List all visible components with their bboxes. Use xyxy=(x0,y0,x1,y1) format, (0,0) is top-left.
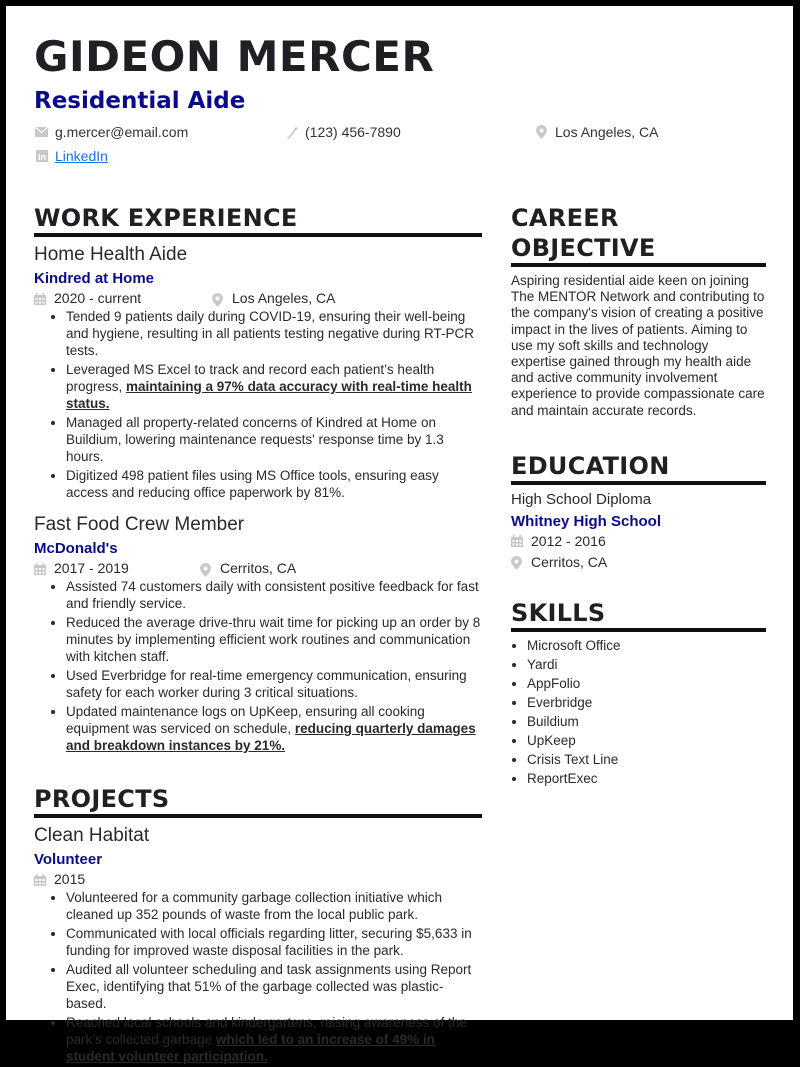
career-objective-heading: CAREER OBJECTIVE xyxy=(511,203,766,267)
email-text: g.mercer@email.com xyxy=(55,124,189,140)
job-location: Los Angeles, CA xyxy=(232,290,336,306)
project-role: Volunteer xyxy=(34,851,103,868)
bullet-item: • Leveraged MS Excel to track and record each patient’s health progress, maintaining a 97% data accuracy with real-time health status. xyxy=(66,361,482,412)
bullet-item: • Updated maintenance logs on UpKeep, ensuring all cooking equipment was serviced on schedule, reducing quarterly damages and breakdown instances by 21%. xyxy=(66,703,482,754)
map-pin-icon xyxy=(212,293,224,305)
school: Whitney High School xyxy=(511,512,661,530)
skill-item: • AppFolio xyxy=(527,674,766,693)
location-text: Los Angeles, CA xyxy=(555,124,659,140)
work-experience-heading: WORK EXPERIENCE xyxy=(34,203,482,237)
bullet-item: • Reached local schools and kindergartens, raising awareness of the park’s collected garbage which led to an increase of 49% in student volunteer participation. xyxy=(66,1014,482,1065)
degree: High School Diploma xyxy=(511,490,652,508)
skill-item: • Microsoft Office xyxy=(527,636,766,655)
education-dates-row xyxy=(511,532,766,551)
education-entry xyxy=(511,490,766,572)
bullet-item: • Audited all volunteer scheduling and task assignments using Report Exec, identifying that 51% of the garbage collected was plastic-based. xyxy=(66,961,482,1012)
candidate-title: Residential Aide xyxy=(34,88,246,114)
phone-icon xyxy=(285,126,298,139)
skills-list xyxy=(511,636,766,788)
bullet-item: • Assisted 74 customers daily with consistent positive feedback for fast and friendly service. xyxy=(66,578,482,612)
left-column xyxy=(34,203,482,1067)
job-dates: 2020 - current xyxy=(54,290,142,306)
skills-heading: SKILLS xyxy=(511,598,766,632)
job-meta xyxy=(34,289,482,308)
right-column xyxy=(511,203,766,788)
contact-location xyxy=(535,125,659,139)
project-meta xyxy=(34,870,482,889)
project-dates: 2015 xyxy=(54,871,86,887)
phone-text: (123) 456-7890 xyxy=(305,124,401,140)
job-title: Fast Food Crew Member xyxy=(34,514,245,535)
map-pin-icon xyxy=(200,563,212,575)
svg-text:in: in xyxy=(37,152,46,162)
skill-item: • Crisis Text Line xyxy=(527,750,766,769)
skill-item: • UpKeep xyxy=(527,731,766,750)
education-location-row xyxy=(511,553,766,572)
map-pin-icon xyxy=(511,556,523,568)
projects-heading: PROJECTS xyxy=(34,784,482,818)
job-entry xyxy=(34,513,482,754)
job-dates: 2017 - 2019 xyxy=(54,560,129,576)
contact-phone xyxy=(285,125,401,139)
education-location: Cerritos, CA xyxy=(531,553,608,570)
job-company: McDonald's xyxy=(34,540,118,557)
skill-item: • Yardi xyxy=(527,655,766,674)
job-title: Home Health Aide xyxy=(34,244,188,265)
bullet-item: • Volunteered for a community garbage collection initiative which cleaned up 352 pounds of waste from the local public park. xyxy=(66,889,482,923)
skill-item: • Everbridge xyxy=(527,693,766,712)
skill-item: • ReportExec xyxy=(527,769,766,788)
bullet-item: • Digitized 498 patient files using MS Office tools, ensuring easy access and reducing office paperwork by 81%. xyxy=(66,467,482,501)
calendar-icon xyxy=(34,874,46,886)
calendar-icon xyxy=(34,563,46,575)
contact-email xyxy=(35,125,188,139)
calendar-icon xyxy=(511,535,523,547)
bullet-item: • Communicated with local officials regarding litter, securing $5,633 in funding for improved waste disposal facilities in the park. xyxy=(66,925,482,959)
linkedin-link[interactable]: LinkedIn xyxy=(55,148,108,164)
job-company: Kindred at Home xyxy=(34,270,155,287)
project-title: Clean Habitat xyxy=(34,825,150,846)
calendar-icon xyxy=(34,293,46,305)
job-location: Cerritos, CA xyxy=(220,560,297,576)
bullet-item: • Managed all property-related concerns of Kindred at Home on Buildium, lowering maintenance requests' response time by 1.3 hours. xyxy=(66,414,482,465)
envelope-icon xyxy=(35,126,48,139)
contact-linkedin xyxy=(35,149,108,163)
job-entry xyxy=(34,243,482,501)
education-heading: EDUCATION xyxy=(511,451,766,485)
objective-text: Aspiring residential aide keen on joining The MENTOR Network and contributing to the company's vision of creating a positive impact in the lives of patients. Aiming to use my soft skills and technology expertise gained through my health aide and active community involvement experience to provide compassionate care and maintain accurate records. xyxy=(511,273,765,418)
candidate-name: GIDEON MERCER xyxy=(34,32,435,81)
job-bullets xyxy=(34,578,482,754)
resume-page xyxy=(6,6,793,1064)
project-bullets xyxy=(34,889,482,1065)
project-entry xyxy=(34,824,482,1065)
skill-item: • Buildium xyxy=(527,712,766,731)
job-bullets xyxy=(34,308,482,501)
bullet-item: • Tended 9 patients daily during COVID-19, ensuring their well-being and hygiene, resulting in all patients testing negative during RT-PCR tests. xyxy=(66,308,482,359)
linkedin-icon xyxy=(35,150,48,163)
map-pin-icon xyxy=(535,126,548,139)
bullet-item: • Used Everbridge for real-time emergency communication, ensuring safety for each worker during 3 critical situations. xyxy=(66,667,482,701)
bullet-item: • Reduced the average drive-thru wait time for picking up an order by 8 minutes by implementing efficient work routines and communication with kitchen staff. xyxy=(66,614,482,665)
job-meta xyxy=(34,559,482,578)
education-dates: 2012 - 2016 xyxy=(531,532,606,549)
